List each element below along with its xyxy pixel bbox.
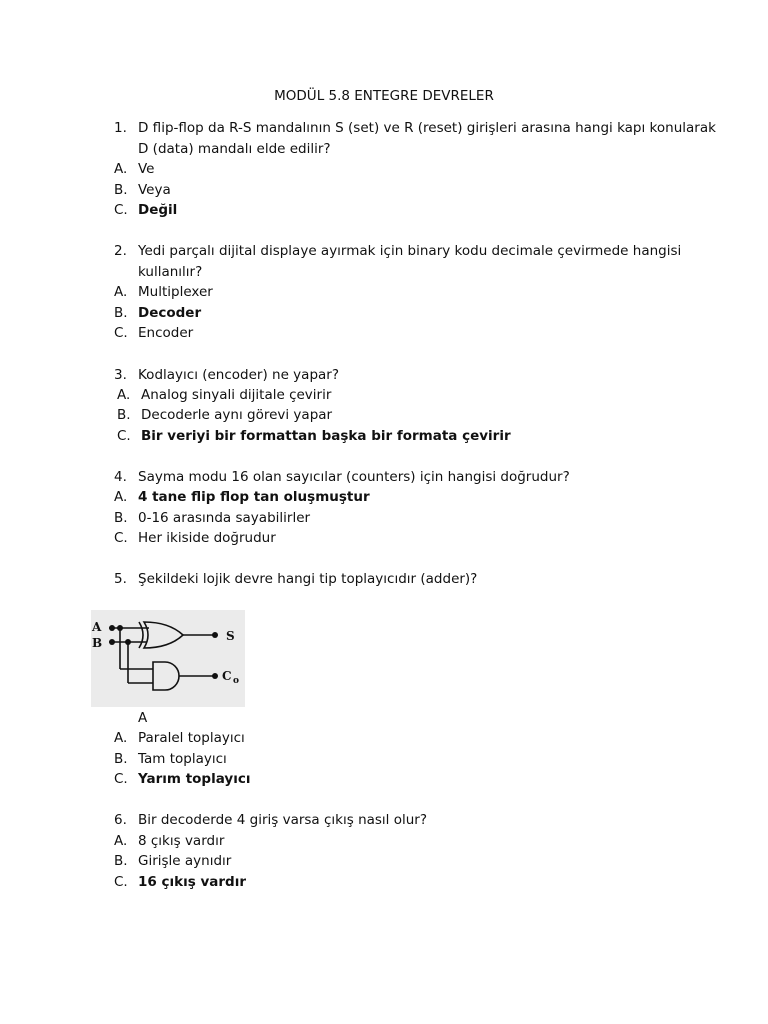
question-text: Şekildeki lojik devre hangi tip toplayıcıdır (adder)?: [138, 571, 478, 587]
question-number: 4.: [114, 469, 127, 485]
question-number: 3.: [114, 367, 127, 383]
option-letter: B.: [117, 407, 131, 423]
and-gate: [153, 662, 179, 690]
label-b: B: [92, 636, 103, 650]
option-text-correct: 16 çıkış vardır: [138, 874, 246, 890]
question-number: 2.: [114, 243, 127, 259]
option-text: Ve: [138, 161, 155, 177]
question-text: kullanılır?: [138, 264, 203, 280]
option-text-correct: Değil: [138, 202, 178, 218]
page-title: MODÜL 5.8 ENTEGRE DEVRELER: [274, 88, 494, 104]
option-text-correct: 4 tane flip flop tan oluşmuştur: [138, 489, 370, 505]
question-text: Sayma modu 16 olan sayıcılar (counters) için hangisi doğrudur?: [138, 469, 570, 485]
output-dot-co: [212, 673, 218, 679]
question-number: 5.: [114, 571, 127, 587]
option-text-correct: Bir veriyi bir formattan başka bir formata çevirir: [141, 428, 511, 444]
question-text: Yedi parçalı dijital displaye ayırmak için binary kodu decimale çevirmede hangisi: [138, 243, 682, 259]
option-text: Tam toplayıcı: [138, 751, 227, 767]
option-text: Encoder: [138, 325, 194, 341]
half-adder-diagram: [91, 610, 245, 707]
junction-dot: [109, 625, 115, 631]
option-letter: B.: [114, 305, 128, 321]
option-text: 8 çıkış vardır: [138, 833, 225, 849]
option-letter: B.: [114, 510, 128, 526]
junction-dot: [109, 639, 115, 645]
option-letter: C.: [117, 428, 131, 444]
xor-extra-curve: [139, 622, 143, 648]
option-letter: C.: [114, 202, 128, 218]
option-letter: C.: [114, 530, 128, 546]
figure-caption: A: [138, 710, 148, 726]
half-adder-circuit-figure: [91, 610, 245, 707]
question-text: Bir decoderde 4 giriş varsa çıkış nasıl olur?: [138, 812, 428, 828]
option-text: 0-16 arasında sayabilirler: [138, 510, 311, 526]
xor-gate: [144, 622, 183, 648]
option-letter: A.: [114, 284, 128, 300]
option-letter: B.: [114, 182, 128, 198]
option-letter: A.: [114, 730, 128, 746]
option-text: Paralel toplayıcı: [138, 730, 245, 746]
label-co: C: [222, 669, 232, 683]
question-text: D flip-flop da R-S mandalının S (set) ve R (reset) girişleri arasına hangi kapı konularak: [138, 120, 716, 136]
junction-dot: [117, 625, 123, 631]
option-letter: A.: [114, 833, 128, 849]
option-text-correct: Decoder: [138, 305, 202, 321]
question-number: 6.: [114, 812, 127, 828]
option-letter: A.: [117, 387, 131, 403]
option-text: Analog sinyali dijitale çevirir: [141, 387, 332, 403]
junction-dot: [125, 639, 131, 645]
option-text: Multiplexer: [138, 284, 213, 300]
question-text: Kodlayıcı (encoder) ne yapar?: [138, 367, 340, 383]
option-letter: B.: [114, 751, 128, 767]
option-text: Veya: [138, 182, 171, 198]
option-text-correct: Yarım toplayıcı: [138, 771, 251, 787]
option-letter: A.: [114, 489, 128, 505]
question-text: D (data) mandalı elde edilir?: [138, 141, 331, 157]
option-letter: C.: [114, 771, 128, 787]
option-letter: C.: [114, 325, 128, 341]
option-text: Girişle aynıdır: [138, 853, 232, 869]
label-co-subscript: o: [233, 676, 240, 686]
output-dot-s: [212, 632, 218, 638]
label-s: S: [226, 629, 235, 643]
option-letter: C.: [114, 874, 128, 890]
option-text: Decoderle aynı görevi yapar: [141, 407, 333, 423]
option-letter: A.: [114, 161, 128, 177]
option-text: Her ikiside doğrudur: [138, 530, 276, 546]
option-letter: B.: [114, 853, 128, 869]
question-number: 1.: [114, 120, 127, 136]
label-a: A: [92, 620, 102, 634]
